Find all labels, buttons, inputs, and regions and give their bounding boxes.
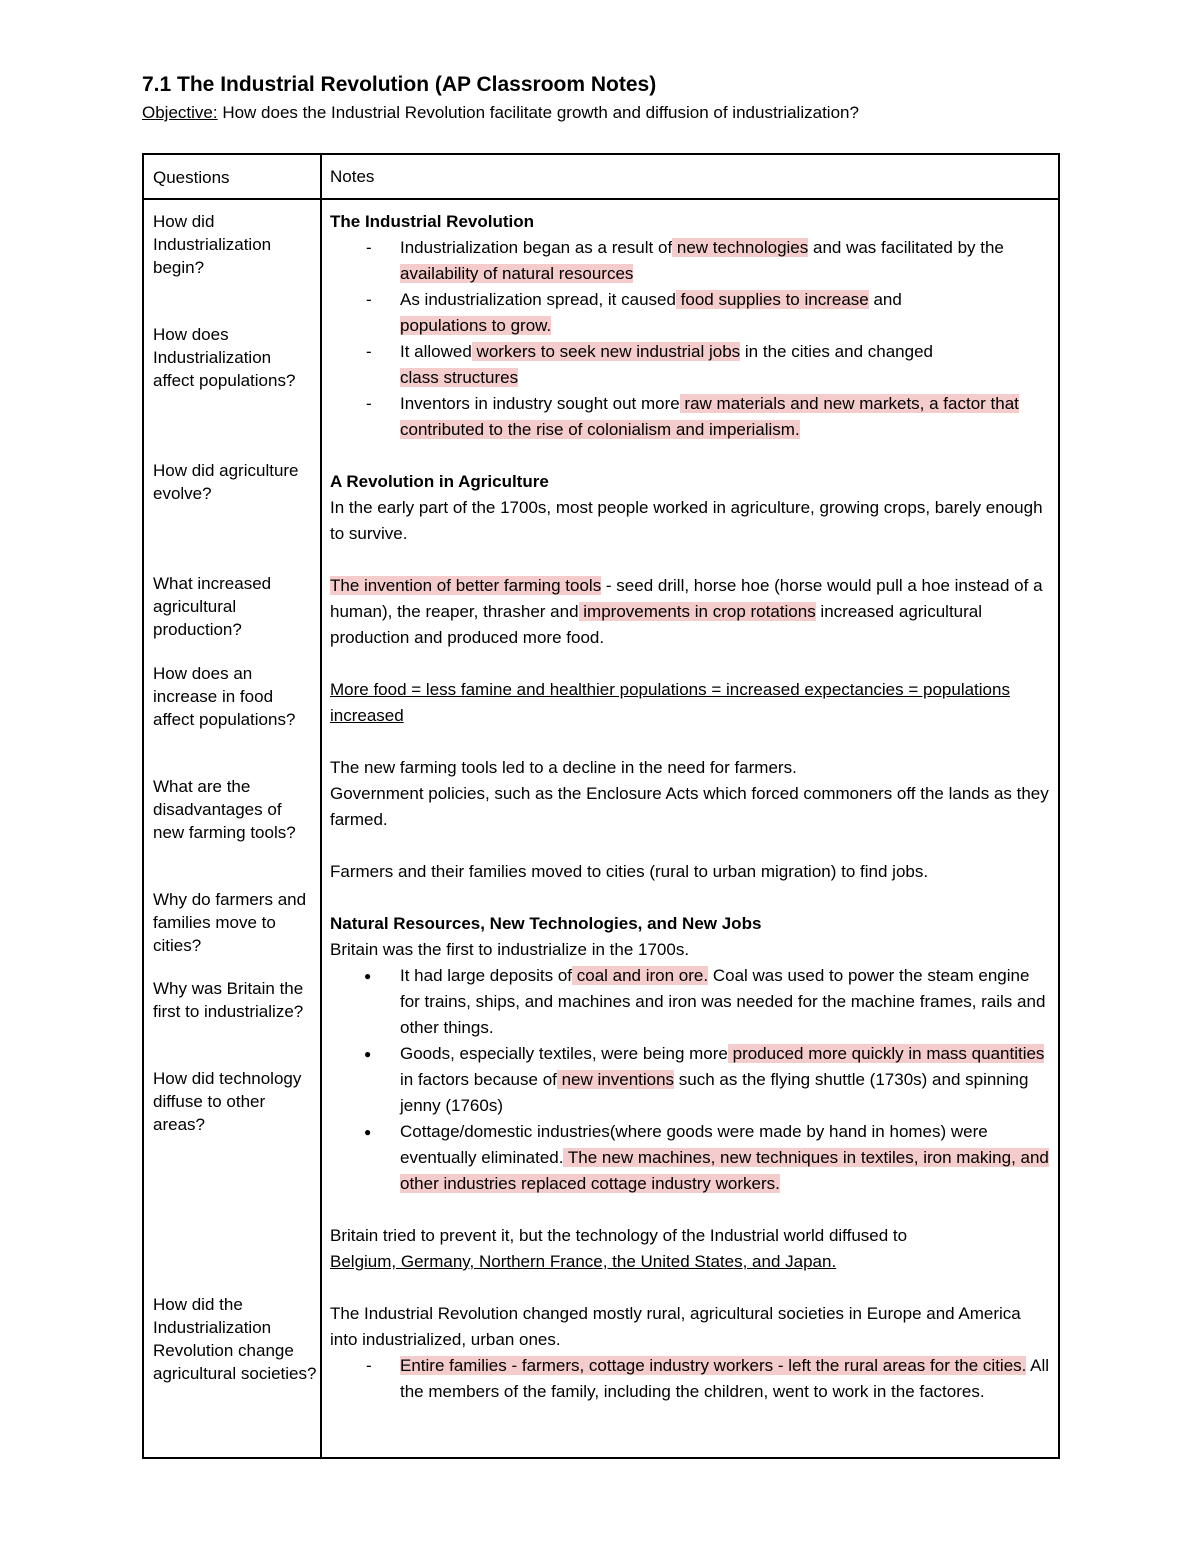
page-title: 7.1 The Industrial Revolution (AP Classroom Notes) <box>142 73 657 96</box>
highlight: The new machines, new techniques in textiles, iron making, and other industries replaced cottage industry workers. <box>400 1148 1049 1193</box>
underlined-countries: Belgium, Germany, Northern France, the United States, and Japan. <box>330 1252 837 1271</box>
dash-list <box>330 1353 1050 1405</box>
highlight: new technologies <box>672 238 809 257</box>
header-notes: Notes <box>330 167 375 186</box>
dash-list <box>330 235 1050 443</box>
section-heading: The Industrial Revolution <box>330 212 535 231</box>
list-item: - Industrialization began as a result of new technologies and was facilitated by the availability of natural resources <box>330 235 1050 287</box>
question-item: Why was Britain the first to industrialize? <box>153 979 304 1021</box>
section-heading: Natural Resources, New Technologies, and New Jobs <box>330 914 762 933</box>
question-item: How did the Industrialization Revolution change agricultural societies? <box>153 1295 317 1383</box>
section-heading: A Revolution in Agriculture <box>330 472 549 491</box>
list-item: - As industrialization spread, it caused food supplies to increase and populations to grow. <box>330 287 1050 339</box>
highlight: class structures <box>400 368 519 387</box>
list-item: - It allowed workers to seek new industrial jobs in the cities and changed class structures <box>330 339 1050 391</box>
bullet-list <box>330 963 1050 1197</box>
paragraph: Britain was the first to industrialize in the 1700s. <box>330 940 690 959</box>
column-divider <box>320 155 322 1457</box>
list-item: ● It had large deposits of coal and iron ore. Coal was used to power the steam engine for trains, ships, and machines and iron was needed for the machine frames, rails and other things. <box>330 963 1050 1041</box>
highlight: produced more quickly in mass quantities <box>727 1044 1045 1063</box>
question-item: Why do farmers and families move to cities? <box>153 890 307 955</box>
question-item: How does Industrialization affect populations? <box>153 325 296 390</box>
highlight: Entire families - farmers, cottage industry workers - left the rural areas for the cities. <box>400 1356 1027 1375</box>
question-item: What increased agricultural production? <box>153 574 272 639</box>
highlight: food supplies to increase <box>675 290 869 309</box>
header-divider <box>144 198 1058 200</box>
highlight: populations to grow. <box>400 316 552 335</box>
question-item: How does an increase in food affect populations? <box>153 664 296 729</box>
header-questions: Questions <box>153 168 230 187</box>
paragraph: The invention of better farming tools - seed drill, horse hoe (horse would pull a hoe instead of a human), the reaper, thrasher and improvements in crop rotations increased agricultural production and produced more food. <box>330 576 1043 647</box>
notes-column <box>330 209 1050 1405</box>
paragraph: The new farming tools led to a decline in the need for farmers. <box>330 758 797 777</box>
highlight: raw materials and new markets, a factor that contributed to the rise of colonialism and imperialism. <box>400 394 1019 439</box>
highlight: coal and iron ore. <box>572 966 709 985</box>
paragraph: Farmers and their families moved to cities (rural to urban migration) to find jobs. <box>330 862 929 881</box>
list-item: ● Cottage/domestic industries(where goods were made by hand in homes) were eventually eliminated. The new machines, new techniques in textiles, iron making, and other industries replaced cottage industry workers. <box>330 1119 1050 1197</box>
question-item: How did agriculture evolve? <box>153 461 299 503</box>
highlight: The invention of better farming tools <box>330 576 602 595</box>
paragraph: Britain tried to prevent it, but the technology of the Industrial world diffused to Belgium, Germany, Northern France, the United States, and Japan. <box>330 1226 908 1271</box>
question-item: What are the disadvantages of new farming tools? <box>153 777 296 842</box>
question-item: How did technology diffuse to other areas? <box>153 1069 302 1134</box>
underlined-summary: More food = less famine and healthier populations = increased expectancies = populations increased <box>330 680 1010 725</box>
objective-text: How does the Industrial Revolution facilitate growth and diffusion of industrialization? <box>217 103 859 122</box>
paragraph: The Industrial Revolution changed mostly rural, agricultural societies in Europe and America into industrialized, urban ones. <box>330 1304 1021 1349</box>
objective-label: Objective: <box>142 103 218 122</box>
paragraph: In the early part of the 1700s, most people worked in agriculture, growing crops, barely enough to survive. <box>330 498 1043 543</box>
list-item: ● Goods, especially textiles, were being more produced more quickly in mass quantities in factors because of new inventions such as the flying shuttle (1730s) and spinning jenny (1760s) <box>330 1041 1050 1119</box>
notes-table <box>142 153 1060 1459</box>
paragraph: Government policies, such as the Enclosure Acts which forced commoners off the lands as they farmed. <box>330 784 1049 829</box>
objective <box>142 102 859 124</box>
highlight: new inventions <box>556 1070 675 1089</box>
list-item: - Inventors in industry sought out more raw materials and new markets, a factor that contributed to the rise of colonialism and imperialism. <box>330 391 1050 443</box>
highlight: improvements in crop rotations <box>578 602 816 621</box>
highlight: workers to seek new industrial jobs <box>471 342 741 361</box>
highlight: availability of natural resources <box>400 264 634 283</box>
list-item: - Entire families - farmers, cottage industry workers - left the rural areas for the cities. All the members of the family, including the children, went to work in the factores. <box>330 1353 1050 1405</box>
question-item: How did Industrialization begin? <box>153 212 272 277</box>
